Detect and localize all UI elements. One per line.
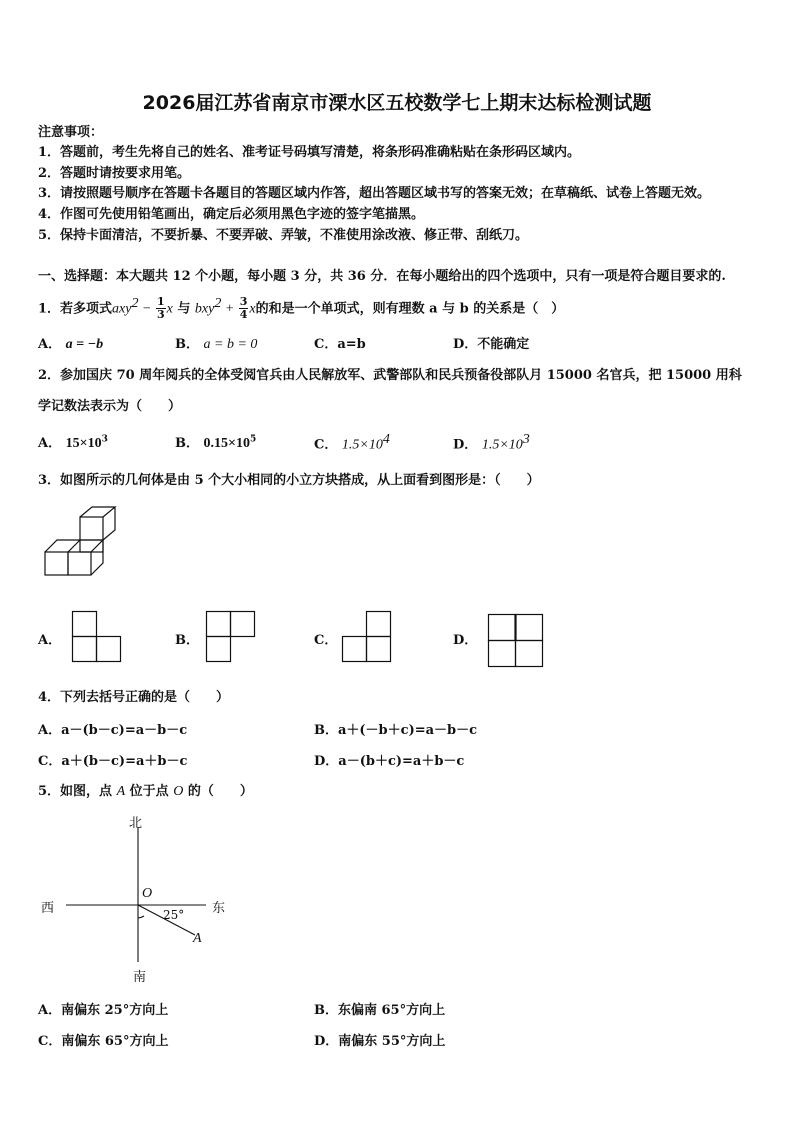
q5-option-c: C．南偏东 65°方向上 (38, 1034, 169, 1049)
q5-south-label: 南 (133, 970, 147, 985)
q1-term1: axy (112, 301, 132, 317)
q1-frac2-den: 4 (239, 308, 248, 322)
q5-north-label: 北 (129, 816, 143, 831)
notice-item-1: 1．答题前，考生先将自己的姓名、准考证号码填写清楚，将条形码准确粘贴在条形码区域内。 (38, 145, 581, 160)
q4-option-d: D．a－(b＋c)=a＋b－c (314, 754, 465, 769)
q1-option-c-text: a=b (337, 337, 366, 352)
q2-option-c-exp: 4 (382, 432, 390, 447)
q3-option-c-label: C． (314, 633, 338, 648)
q1-minus: − (138, 301, 155, 317)
q1-frac1-den: 3 (156, 308, 165, 322)
q3-option-b-label: B． (175, 633, 199, 648)
q1-option-d-text: 不能确定 (477, 337, 530, 352)
q4-option-a: A．a－(b－c)=a－b－c (38, 723, 188, 738)
q3-option-c-figure (342, 611, 392, 663)
q5-angle-label: 25° (163, 908, 185, 922)
q2-option-b-exp: 5 (250, 434, 257, 445)
q1-mid: 与 (172, 301, 195, 317)
notice-item-4: 4．作图可先使用铅笔画出，确定后必须用黑色字迹的签字笔描黑。 (38, 207, 425, 222)
q5-option-b: B．东偏南 65°方向上 (314, 1003, 446, 1018)
q1-x1: x (166, 301, 173, 317)
page-title: 2026届江苏省南京市溧水区五校数学七上期末达标检测试题 (142, 92, 652, 114)
q2-option-b-base: 0.15×10 (203, 436, 251, 451)
q2-option-d: D． $1.5\times 10^3$ (453, 432, 530, 453)
q1-frac1-num: 1 (156, 295, 165, 309)
q1-term2: bxy (194, 301, 215, 317)
q1-option-a: A． a = −b (38, 337, 104, 352)
notice-item-5: 5．保持卡面清洁，不要折暴、不要弄破、弄皱，不准使用涂改液、修正带、刮纸刀。 (38, 228, 529, 243)
q5-west-label: 西 (41, 901, 55, 916)
q2-option-a-exp: 3 (101, 434, 108, 445)
q2-option-d-base: 1.5×10 (481, 437, 523, 453)
q5-point-o: O (173, 784, 184, 799)
q5-point-a: A (116, 784, 126, 799)
q1-plus: + (221, 301, 238, 317)
q5-origin-label: O (142, 886, 153, 901)
q3-option-d-figure (488, 614, 546, 668)
q2-option-b: B． $0.15\times 10^5$ (175, 434, 257, 451)
notice-item-2: 2．答题时请按要求用笔。 (38, 166, 191, 181)
q1-suffix: 的和是一个单项式，则有理数 a 与 b 的关系是（ ） (255, 301, 565, 317)
q1-option-a-text: a = −b (65, 337, 104, 352)
q2-option-a-base: 15×10 (65, 436, 102, 451)
q5-point-a-label: A (193, 931, 202, 946)
q1-fraction-2 (239, 296, 249, 321)
q1-x2: x (249, 301, 256, 317)
question-1: 1．若多项式axy$^2$ − $\frac{1}{3}$ x 与 bxy$^2$ + $\frac{3}{4}$ x的和是一个单项式，则有理数 a 与 b 的关系是（ ） (38, 295, 565, 322)
q5-east-label: 东 (212, 901, 226, 916)
q2-line-1: 2．参加国庆 70 周年阅兵的全体受阅官兵由人民解放军、武警部队和民兵预备役部队月 15000 名官兵，把 15000 用科 (38, 368, 742, 383)
q3-cube-figure (40, 505, 115, 580)
q2-option-d-exp: 3 (522, 432, 530, 447)
q2-line-2: 学记数法表示为（ ） (38, 399, 182, 414)
q5-option-a: A．南偏东 25°方向上 (38, 1003, 169, 1018)
q3-text: 3．如图所示的几何体是由 5 个大小相同的小立方块搭成，从上面看到图形是：（ ） (38, 473, 540, 488)
q1-option-b: B． a = b = 0 (175, 337, 258, 352)
q3-option-d-label: D． (453, 633, 478, 648)
q4-option-c: C．a＋(b－c)=a＋b－c (38, 754, 188, 769)
q1-fraction-1 (156, 296, 166, 321)
q1-frac2-num: 3 (239, 295, 248, 309)
q2-option-c: C． $1.5\times 10^4$ (314, 432, 390, 453)
q3-option-a-label: A． (38, 633, 62, 648)
q5-option-d: D．南偏东 55°方向上 (314, 1034, 446, 1049)
q4-text: 4．下列去括号正确的是（ ） (38, 690, 230, 705)
q3-option-b-figure (206, 611, 256, 663)
q3-option-a-figure (72, 611, 122, 663)
q1-option-d: D．不能确定 (453, 337, 530, 352)
q1-prefix: 1．若多项式 (38, 301, 113, 317)
q5-text: 5．如图，点 A 位于点 O 的（ ） (38, 784, 253, 799)
q4-option-b: B．a＋(－b＋c)=a－b－c (314, 723, 478, 738)
section-heading: 一、选择题：本大题共 12 个小题，每小题 3 分，共 36 分．在每小题给出的四个选项中，只有一项是符合题目要求的. (38, 269, 726, 284)
q2-option-c-base: 1.5×10 (341, 437, 383, 453)
q1-option-b-text: a = b = 0 (203, 337, 258, 352)
notice-header: 注意事项： (38, 125, 104, 140)
q2-option-a: A． $15\times 10^3$ (38, 434, 108, 451)
q5-compass-figure (38, 810, 238, 990)
q1-option-c: C．a=b (314, 337, 366, 352)
notice-item-3: 3．请按照题号顺序在答题卡各题目的答题区域内作答，超出答题区域书写的答案无效；在草稿纸、试卷上答题无效。 (38, 186, 711, 201)
